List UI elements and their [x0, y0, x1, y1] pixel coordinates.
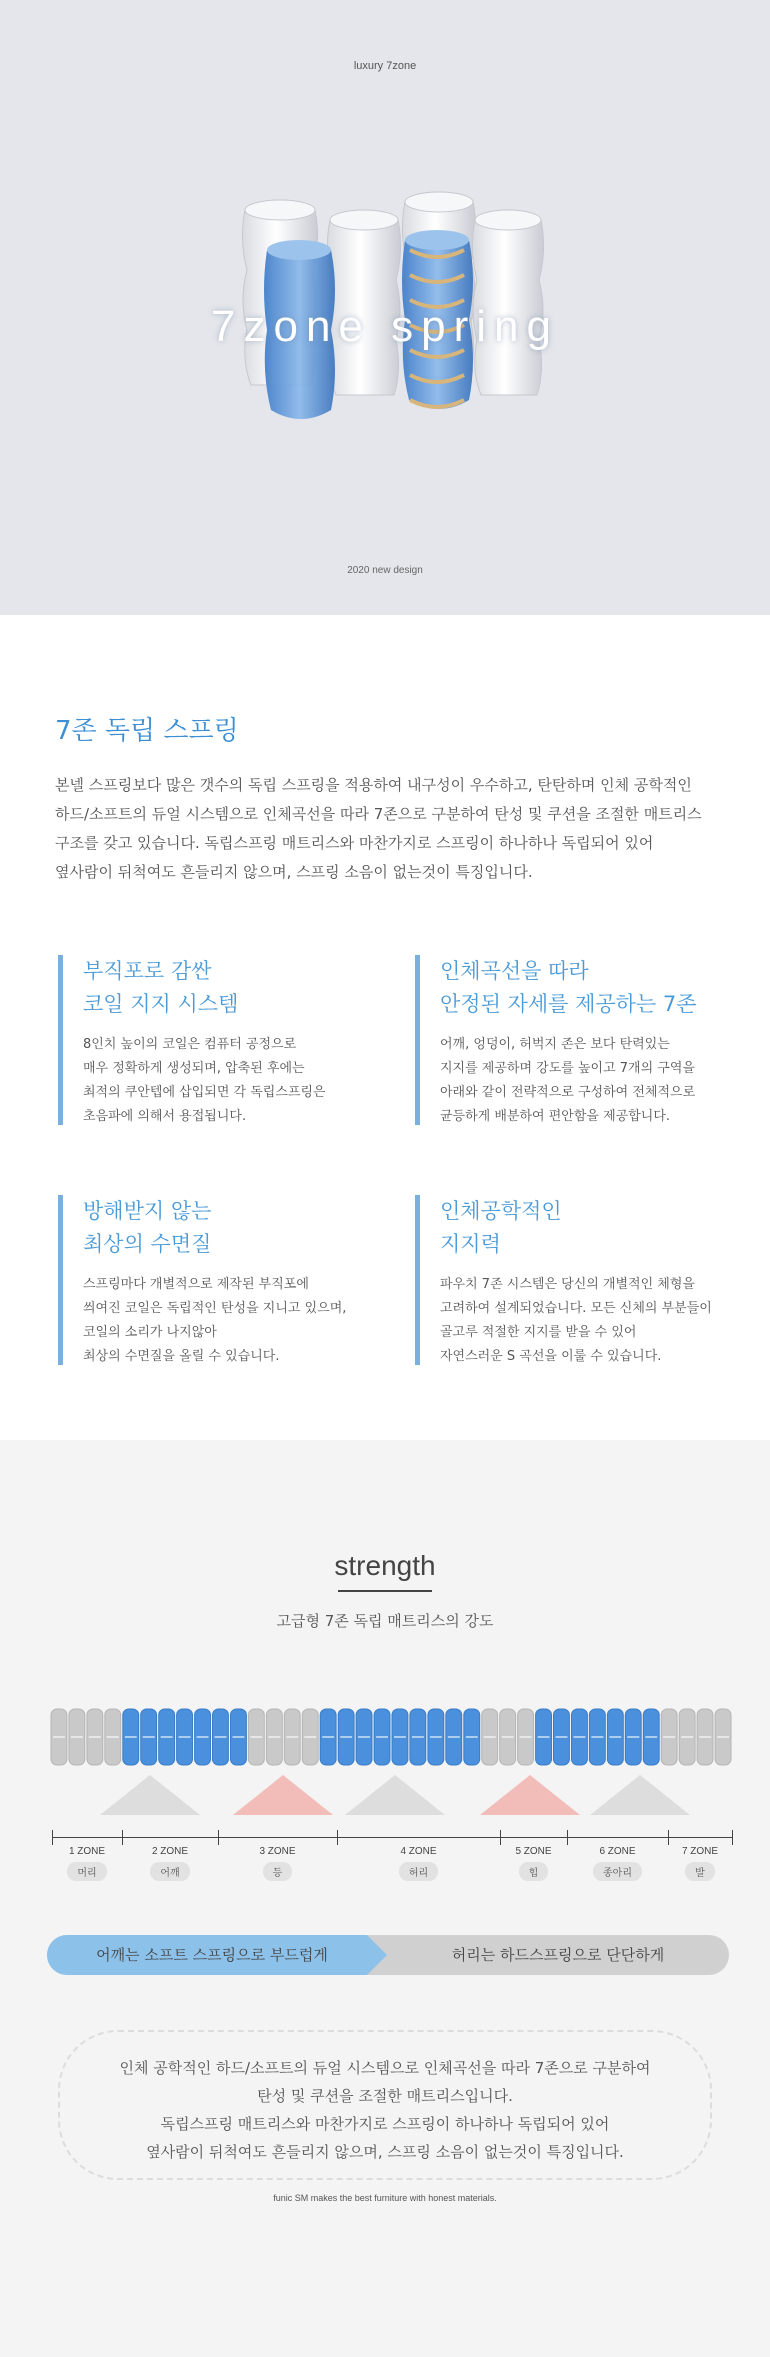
- feature-title: [83, 1195, 378, 1261]
- feature-body-line: 스프링마다 개별적으로 제작된 부직포에: [83, 1277, 309, 1292]
- zone-tick: [337, 1830, 338, 1845]
- intro-line: 옆사람이 뒤척여도 흔들리지 않으며, 스프링 소음이 없는것이 특징입니다.: [55, 863, 533, 881]
- feature-title-line: 방해받지 않는: [83, 1199, 212, 1223]
- feature-body-line: 매우 정확하게 생성되며, 압축된 후에는: [83, 1061, 305, 1076]
- zone-name: 5 ZONE: [515, 1846, 552, 1857]
- zone-tick: [567, 1830, 568, 1845]
- feature-title: [440, 1195, 735, 1261]
- zone-tick: [500, 1830, 501, 1845]
- feature-body-line: 코일의 소리가 나지않아: [83, 1325, 217, 1340]
- feature-body-line: 최상의 수면질을 올릴 수 있습니다.: [83, 1349, 280, 1364]
- pressure-arrow: [233, 1775, 333, 1815]
- zone-body-part: 힙: [519, 1862, 549, 1881]
- zone-label-7: [660, 1846, 740, 1881]
- zone-name: 2 ZONE: [151, 1846, 189, 1857]
- feature-body-line: 자연스러운 S 곡선을 이룰 수 있습니다.: [440, 1349, 662, 1364]
- zone-name: 4 ZONE: [400, 1846, 437, 1857]
- zone-tick: [52, 1830, 53, 1845]
- feature-7zone-posture: [415, 955, 735, 1125]
- feature-body: [440, 1273, 735, 1369]
- feature-body-line: 씌여진 코일은 독립적인 탄성을 지니고 있으며,: [83, 1301, 347, 1316]
- support-arrow: [100, 1775, 200, 1815]
- soft-spring-label: 어깨는 소프트 스프링으로 부드럽게: [96, 1946, 328, 1964]
- hero-banner: [0, 0, 770, 615]
- pressure-arrow: [480, 1775, 580, 1815]
- feature-body: [83, 1273, 378, 1369]
- zone-label-2: [130, 1846, 210, 1881]
- feature-title: [440, 955, 735, 1021]
- zone-body-part: 발: [685, 1862, 715, 1881]
- note-line: 인체 공학적인 하드/소프트의 듀얼 시스템으로 인체곡선을 따라 7존으로 구분하여: [119, 2059, 651, 2077]
- zone-axis: [52, 1837, 732, 1838]
- zone-tick: [218, 1830, 219, 1845]
- feature-body-line: 지지를 제공하며 강도를 높이고 7개의 구역을: [440, 1061, 695, 1076]
- feature-title-line: 코일 지지 시스템: [83, 992, 239, 1016]
- zone-label-6: [578, 1846, 658, 1881]
- zone-body-part: 허리: [399, 1862, 438, 1881]
- spring-zone-diagram: [50, 1705, 732, 1820]
- zone-body-part: 머리: [67, 1862, 106, 1881]
- feature-sleep-quality: [58, 1195, 378, 1365]
- zone-tick: [732, 1830, 733, 1845]
- intro-heading: 7존 독립 스프링: [55, 716, 239, 746]
- support-arrow: [345, 1775, 445, 1815]
- intro-line: 구조를 갖고 있습니다. 독립스프링 매트리스와 마찬가지로 스프링이 하나하나 독립되어 있어: [55, 834, 654, 852]
- zone-name: 7 ZONE: [681, 1846, 719, 1857]
- feature-body: [440, 1033, 735, 1129]
- feature-title-line: 최상의 수면질: [83, 1232, 212, 1256]
- feature-body-line: 파우치 7존 시스템은 당신의 개별적인 체형을: [440, 1277, 695, 1292]
- brand-tagline: funic SM makes the best furniture with honest materials.: [273, 2193, 497, 2203]
- note-line: 옆사람이 뒤척여도 흔들리지 않으며, 스프링 소음이 없는것이 특징입니다.: [146, 2143, 624, 2161]
- zone-name: 1 ZONE: [68, 1846, 106, 1857]
- zone-label-3: [238, 1846, 318, 1881]
- zone-label-4: [379, 1846, 459, 1881]
- strength-subtitle: 고급형 7존 독립 매트리스의 강도: [276, 1612, 494, 1630]
- zone-body-part: 어깨: [150, 1862, 189, 1881]
- zone-body-part: 등: [263, 1862, 293, 1881]
- feature-body-line: 아래와 같이 전략적으로 구성하여 전체적으로: [440, 1085, 696, 1100]
- feature-body: [83, 1033, 378, 1129]
- feature-body-line: 고려하여 설계되었습니다. 모든 신체의 부분들이: [440, 1301, 712, 1316]
- zone-label-5: [494, 1846, 574, 1881]
- feature-body-line: 균등하게 배분하여 편안함을 제공합니다.: [440, 1109, 671, 1124]
- feature-title-line: 안정된 자세를 제공하는 7존: [440, 992, 697, 1016]
- hero-title: 7zone spring: [211, 302, 559, 351]
- feature-title-line: 지지력: [440, 1232, 501, 1256]
- strength-section: [0, 1440, 770, 2357]
- feature-body-line: 골고루 적절한 지지를 받을 수 있어: [440, 1325, 637, 1340]
- zone-body-part: 종아리: [593, 1862, 642, 1881]
- zone-tick: [668, 1830, 669, 1845]
- support-arrow: [590, 1775, 690, 1815]
- feature-body-line: 초음파에 의해서 용접됩니다.: [83, 1109, 247, 1124]
- note-line: 탄성 및 쿠션을 조절한 매트리스입니다.: [257, 2087, 513, 2105]
- intro-line: 하드/소프트의 듀얼 시스템으로 인체곡선을 따라 7존으로 구분하여 탄성 및 쿠션을 조절한 매트리스: [55, 805, 702, 823]
- feature-body-line: 최적의 쿠안텝에 삽입되면 각 독립스프링은: [83, 1085, 326, 1100]
- feature-title: [83, 955, 378, 1021]
- feature-body-line: 어깨, 엉덩이, 허벅지 존은 보다 탄력있는: [440, 1037, 670, 1052]
- hero-footer: 2020 new design: [347, 565, 423, 576]
- intro-text: [55, 771, 725, 887]
- feature-title-line: 인체공학적인: [440, 1199, 562, 1223]
- zone-tick: [122, 1830, 123, 1845]
- feature-title-line: 부직포로 감싼: [83, 959, 212, 983]
- strength-note: [58, 2030, 712, 2180]
- intro-line: 본넬 스프링보다 많은 갯수의 독립 스프링을 적용하여 내구성이 우수하고, 탄탄하며 인체 공학적인: [55, 776, 692, 794]
- intro-section: [55, 710, 725, 887]
- note-line: 독립스프링 매트리스와 마찬가지로 스프링이 하나하나 독립되어 있어: [160, 2115, 610, 2133]
- zone-name: 3 ZONE: [259, 1846, 296, 1857]
- feature-title-line: 인체곡선을 따라: [440, 959, 589, 983]
- zone-label-1: [47, 1846, 127, 1881]
- feature-ergonomic-support: [415, 1195, 735, 1365]
- strength-title: strength: [334, 1550, 436, 1581]
- feature-body-line: 8인치 높이의 코일은 컴퓨터 공정으로: [83, 1037, 297, 1052]
- zone-name: 6 ZONE: [599, 1846, 636, 1857]
- strength-title-underline: [338, 1590, 432, 1592]
- hard-spring-label: 허리는 하드스프링으로 단단하게: [451, 1946, 665, 1964]
- strength-comparison-bar: [47, 1935, 729, 1975]
- feature-coil-support: [58, 955, 378, 1125]
- hero-tag: luxury 7zone: [353, 60, 417, 72]
